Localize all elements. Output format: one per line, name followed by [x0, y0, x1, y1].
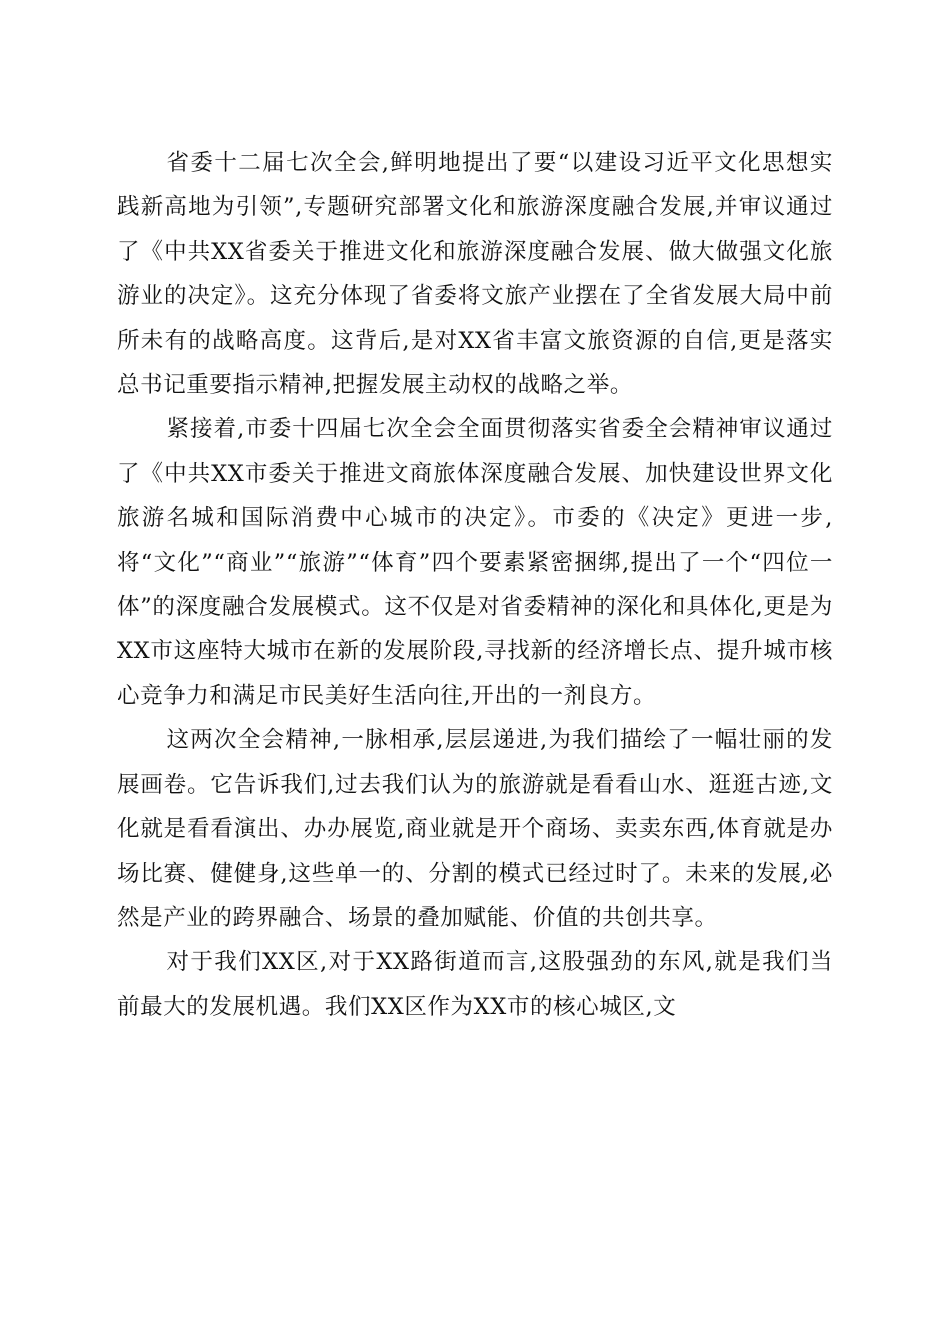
paragraph-2: 紧接着,市委十四届七次全会全面贯彻落实省委全会精神审议通过了《中共XX市委关于推进文商旅体深度融合发展、加快建设世界文化旅游名城和国际消费中心城市的决定》。市委的《决定》更进一步,将“文化”“商业”“旅游”“体育”四个要素紧密捆绑,提出了一个“四位一体”的深度融合发展模式。这不仅是对省委精神的深化和具体化,更是为XX市这座特大城市在新的发展阶段,寻找新的经济增长点、提升城市核心竞争力和满足市民美好生活向往,开出的一剂良方。	[117, 416, 833, 709]
paragraph-3: 这两次全会精神,一脉相承,层层递进,为我们描绘了一幅壮丽的发展画卷。它告诉我们,过去我们认为的旅游就是看看山水、逛逛古迹,文化就是看看演出、办办展览,商业就是开个商场、卖卖东西,体育就是办场比赛、健健身,这些单一的、分割的模式已经过时了。未来的发展,必然是产业的跨界融合、场景的叠加赋能、价值的共创共享。	[117, 727, 833, 931]
paragraph-1: 省委十二届七次全会,鲜明地提出了要“以建设习近平文化思想实践新高地为引领”,专题研究部署文化和旅游深度融合发展,并审议通过了《中共XX省委关于推进文化和旅游深度融合发展、做大做强文化旅游业的决定》。这充分体现了省委将文旅产业摆在了全省发展大局中前所未有的战略高度。这背后,是对XX省丰富文旅资源的自信,更是落实总书记重要指示精神,把握发展主动权的战略之举。	[117, 150, 833, 399]
paragraph-4: 对于我们XX区,对于XX路街道而言,这股强劲的东风,就是我们当前最大的发展机遇。我们XX区作为XX市的核心城区,文	[117, 949, 833, 1020]
document-body	[117, 141, 833, 1029]
